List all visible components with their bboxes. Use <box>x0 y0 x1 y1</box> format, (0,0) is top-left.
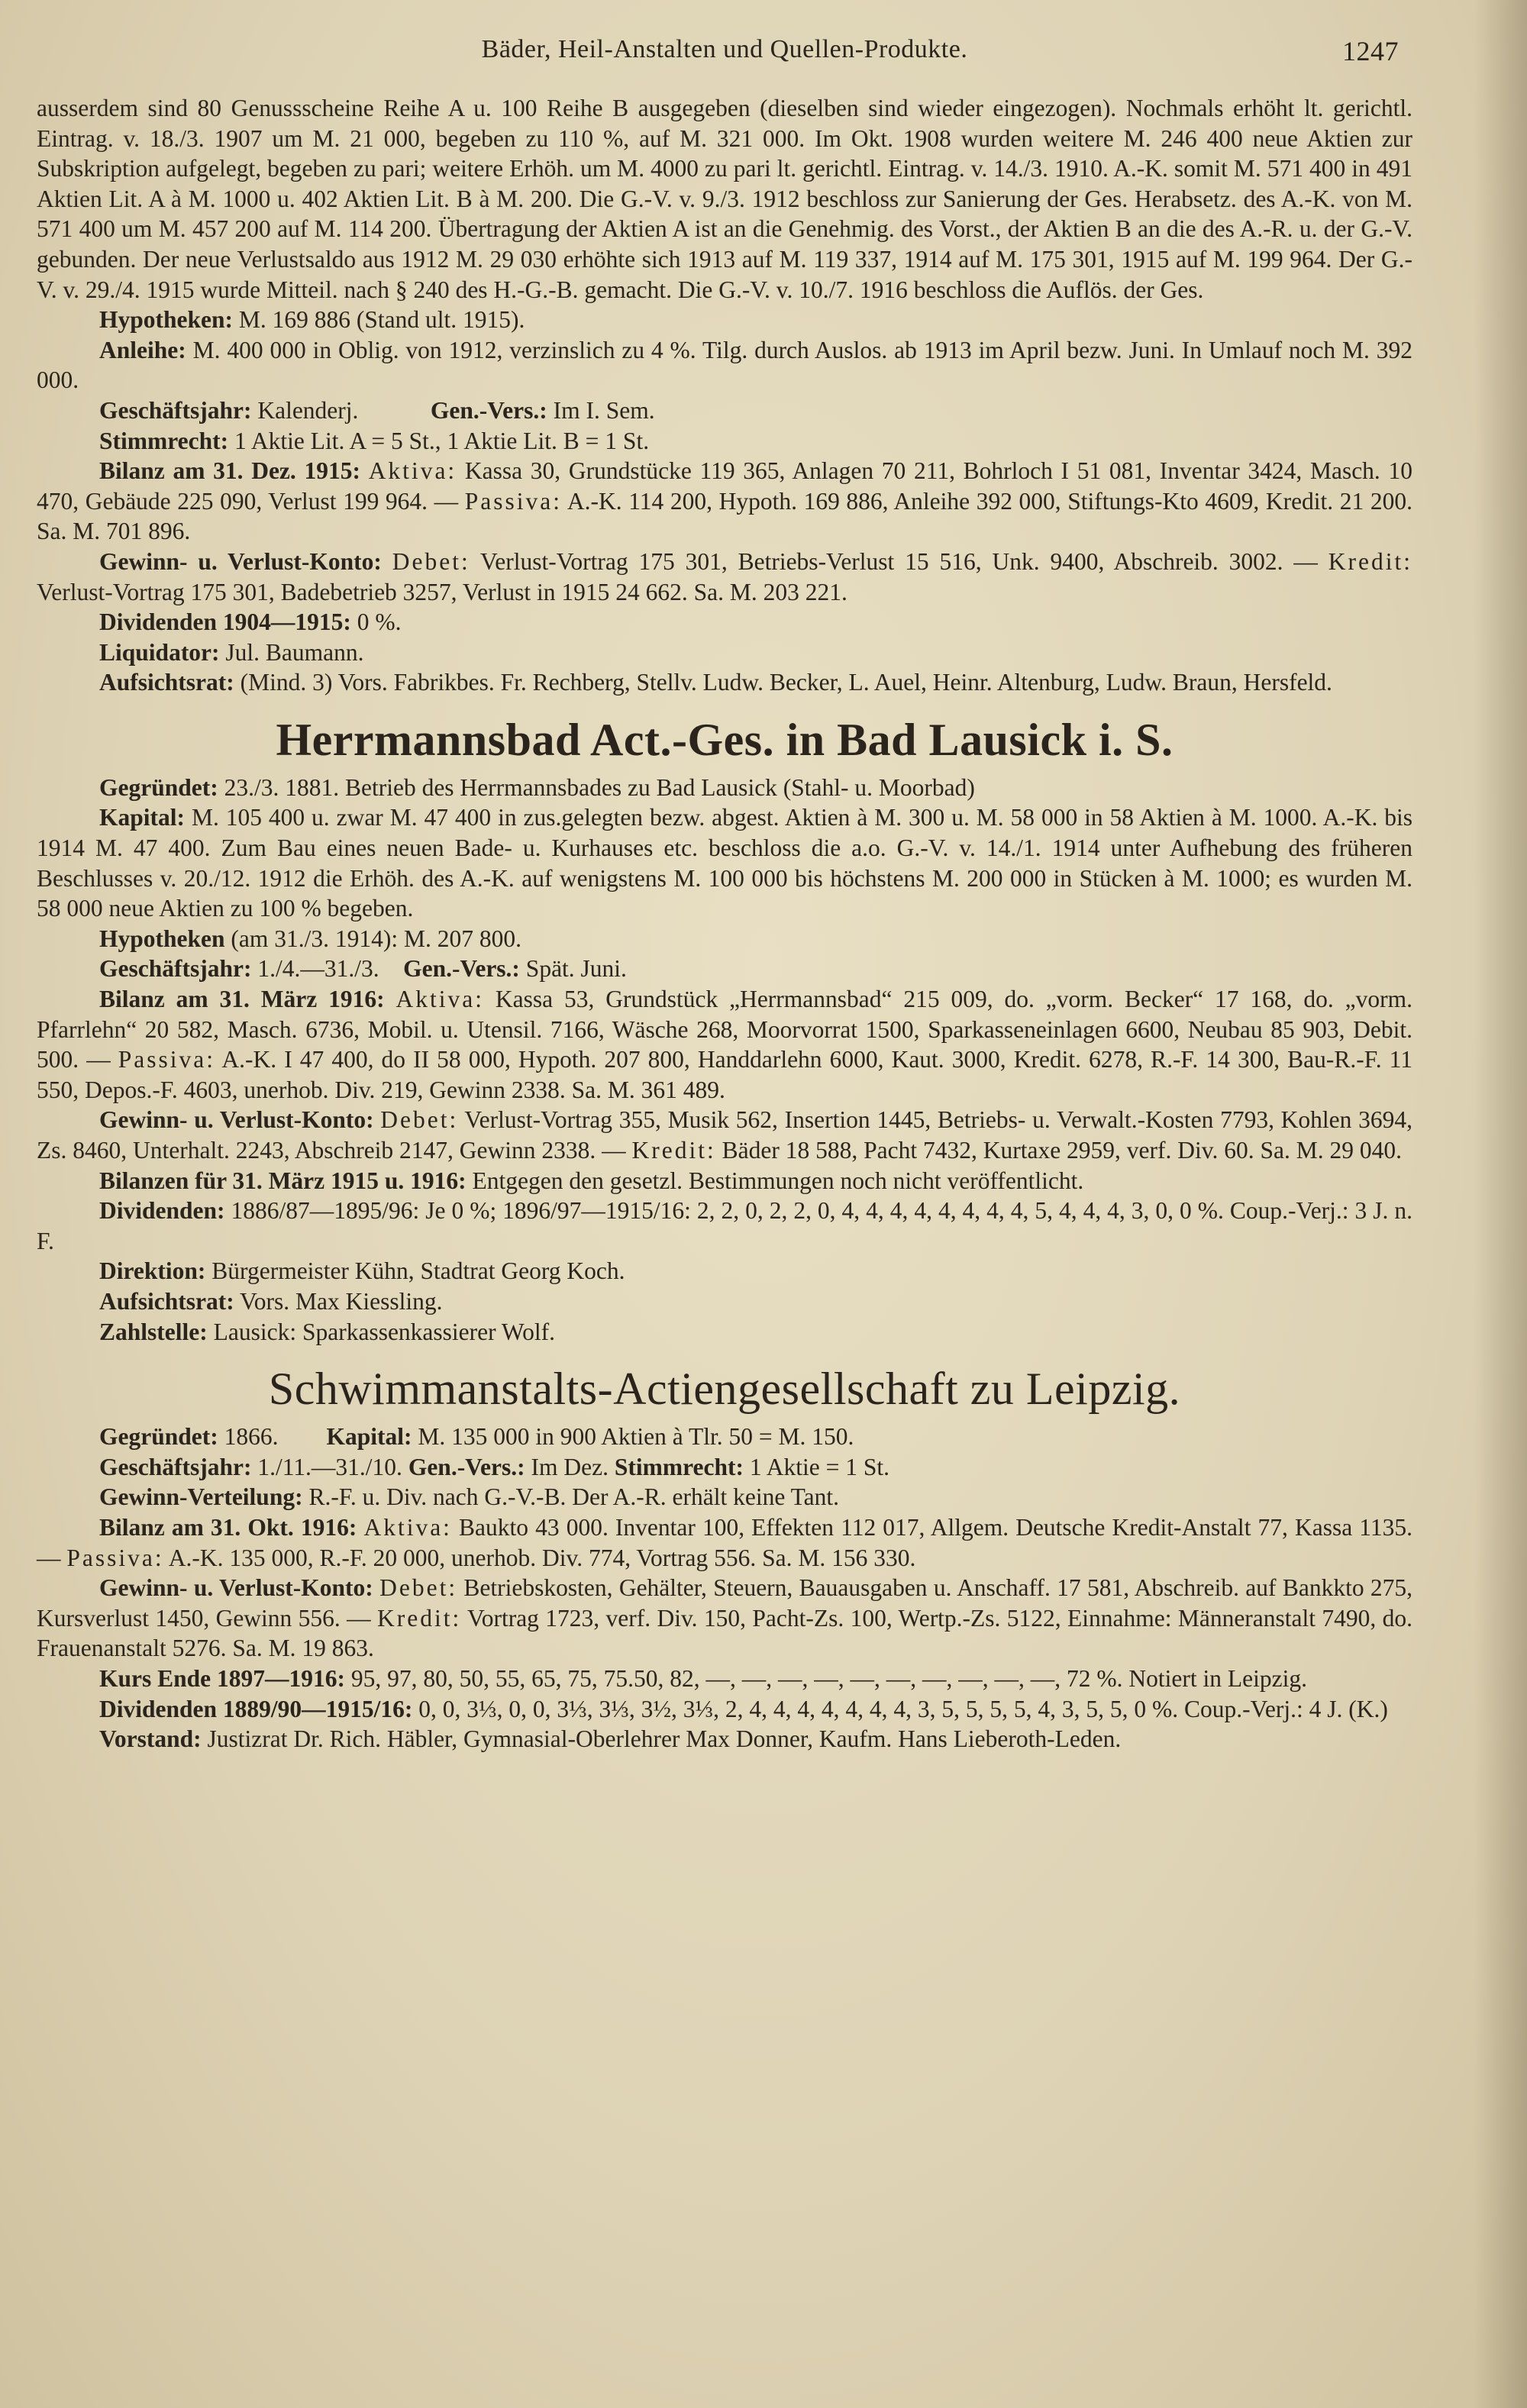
hb-bilanz <box>37 984 1412 1105</box>
sw-bilanz-aktiva-label: Aktiva: <box>363 1513 452 1541</box>
hb-bil2-label: Bilanzen für 31. März 1915 u. 1916: <box>99 1167 466 1194</box>
hb-bilanz-aktiva-label: Aktiva: <box>395 986 484 1013</box>
hb-ar-label: Aufsichtsrat: <box>99 1287 234 1315</box>
prev-gj-label: Geschäftsjahr: <box>99 396 252 424</box>
sw-gegr-text: 1866. <box>224 1423 279 1451</box>
sw-div-text: 0, 0, 3⅓, 0, 0, 3⅓, 3⅓, 3½, 3⅓, 2, 4, 4, 4, 4, 4, 4, 4, 3, 5, 5, 5, 5, 4, 3, 5, 5, 0 %. Coup.-Verj.: 4 J. (K.) <box>418 1695 1388 1722</box>
prev-bilanz-label: Bilanz am 31. Dez. 1915: <box>99 457 360 485</box>
hb-hypotheken <box>37 924 1412 954</box>
sw-kurs-label: Kurs Ende 1897—1916: <box>99 1664 346 1692</box>
prev-div-text: 0 %. <box>357 608 402 636</box>
hb-gj-label: Geschäftsjahr: <box>99 955 252 983</box>
prev-guv-debet-text: Verlust-Vortrag 175 301, Betriebs-Verlust 15 516, Unk. 9400, Abschreib. 3002. — <box>480 547 1318 575</box>
hb-guv-label: Gewinn- u. Verlust-Konto: <box>99 1106 374 1134</box>
prev-ar-text: (Mind. 3) Vors. Fabrikbes. Fr. Rechberg, Stellv. Ludw. Becker, L. Auel, Heinr. Altenburg, Ludw. Braun, Hersfeld. <box>240 669 1332 696</box>
hb-guv-kredit-text: Bäder 18 588, Pacht 7432, Kurtaxe 2959, verf. Div. 60. Sa. M. 29 040. <box>722 1137 1402 1164</box>
sw-vorstand <box>37 1724 1412 1754</box>
prev-bilanz-passiva-label: Passiva: <box>464 487 563 515</box>
hb-dividenden <box>37 1196 1412 1256</box>
sw-guv-debet-text: Betriebskosten, Gehälter, Steuern, Bauausgaben u. Anschaff. 17 581, Abschreib. auf Bankkto 275, Kursverlust 1450, Gewinn 556. — <box>37 1574 1413 1632</box>
hb-hyp-text: (am 31./3. 1914): M. 207 800. <box>231 925 522 952</box>
hb-zahlstelle <box>37 1317 1412 1348</box>
prev-capital-history: ausserdem sind 80 Genussscheine Reihe A u. 100 Reihe B ausgegeben (dieselben sind wieder eingezogen). Nochmals erhöht lt. gerichtl. Eintrag. v. 18./3. 1907 um M. 21 000, begeben zu 110 %, auf M. 321 000. Im Okt. 1908 wurden weitere M. 246 400 neue Aktien zur Subskription aufgelegt, begeben zu pari; weitere Erhöh. um M. 4000 zu pari lt. gerichtl. Eintrag. v. 14./3. 1910. A.-K. somit M. 571 400 in 491 Aktien Lit. A à M. 1000 u. 402 Aktien Lit. B à M. 200. Die G.-V. v. 9./3. 1912 beschloss zur Sanierung der Ges. Herabsetz. des A.-K. von M. 571 400 um M. 457 200 auf M. 114 200. Übertragung der Aktien A ist an die Genehmig. des Vorst., der Aktien B an die des A.-R. u. der G.-V. gebunden. Der neue Verlustsaldo aus 1912 M. 29 030 erhöhte sich 1913 auf M. 119 337, 1914 auf M. 175 301, 1915 auf M. 199 964. Der G.-V. v. 29./4. 1915 wurde Mitteil. nach § 240 des H.-G.-B. gemacht. Die G.-V. v. 10./7. 1916 beschloss die Auflös. der Ges. <box>37 95 1412 303</box>
prev-st-label: Stimmrecht: <box>99 427 229 454</box>
prev-anleihe <box>37 335 1412 395</box>
sw-gj-text: 1./11.—31./10. <box>257 1453 402 1480</box>
hb-direktion <box>37 1256 1412 1286</box>
prev-liq-text: Jul. Baumann. <box>225 638 364 666</box>
prev-bilanz <box>37 456 1412 547</box>
sw-guv-kredit-label: Kredit: <box>377 1604 462 1632</box>
prev-ar-label: Aufsichtsrat: <box>99 669 234 696</box>
sw-gegruendet <box>37 1422 1412 1452</box>
hb-geschaeftsjahr <box>37 954 1412 984</box>
hb-bilanz-aktiva-text: Kassa 53, Grundstück „Herrmannsbad“ 215 009, do. „vorm. Becker“ 17 168, do. „vorm. Pfarrlehn“ 20 582, Masch. 6736, Mobil. u. Utensil. 7166, Wäsche 268, Moorvorrat 1500, Sparkasseneinlagen 6600, Neubau 85 903, Debit. 500. — <box>37 986 1413 1073</box>
schwimmanstalt-section <box>37 1362 1412 1754</box>
hb-dir-text: Bürgermeister Kühn, Stadtrat Georg Koch. <box>211 1257 625 1285</box>
prev-stimmrecht <box>37 426 1412 457</box>
prev-guv <box>37 547 1412 607</box>
prev-anleihe-text: M. 400 000 in Oblig. von 1912, verzinslich zu 4 %. Tilg. durch Auslos. ab 1913 im April bezw. Juni. In Umlauf noch M. 392 000. <box>37 336 1413 394</box>
sw-gegr-label: Gegründet: <box>99 1423 218 1451</box>
hb-guv-debet-label: Debet: <box>380 1106 459 1134</box>
hb-gj-text: 1./4.—31./3. <box>257 955 379 983</box>
sw-st-text: 1 Aktie = 1 St. <box>749 1453 889 1480</box>
prev-gj-text: Kalenderj. <box>257 396 359 424</box>
hb-hyp-label: Hypotheken <box>99 925 225 952</box>
prev-aufsichtsrat <box>37 667 1412 698</box>
sw-kurs-text: 95, 97, 80, 50, 55, 65, 75, 75.50, 82, —, —, —, —, —, —, —, —, —, —, 72 %. Notiert in Leipzig. <box>350 1664 1307 1692</box>
sw-guv-label: Gewinn- u. Verlust-Konto: <box>99 1574 373 1602</box>
hb-bilanz-passiva-label: Passiva: <box>118 1046 216 1073</box>
hb-gegr-text: 23./3. 1881. Betrieb des Herrmannsbades zu Bad Lausick (Stahl- u. Moorbad) <box>224 773 975 801</box>
previous-company-section <box>37 93 1412 698</box>
herrmannsbad-heading: Herrmannsbad Act.-Ges. in Bad Lausick i. S. <box>276 714 1173 765</box>
page-number: 1247 <box>1342 36 1399 66</box>
sw-kap-label: Kapital: <box>326 1423 412 1451</box>
hb-dir-label: Direktion: <box>99 1257 206 1285</box>
hb-gv-text: Spät. Juni. <box>525 955 627 983</box>
sw-div-label: Dividenden 1889/90—1915/16: <box>99 1695 413 1722</box>
hb-guv-debet-text: Verlust-Vortrag 355, Musik 562, Insertion 1445, Betriebs- u. Verwalt.-Kosten 7793, Kohlen 3694, Zs. 8460, Unterhalt. 2243, Abschreib 2147, Gewinn 2338. — <box>37 1106 1412 1164</box>
hb-gegr-label: Gegründet: <box>99 773 218 801</box>
sw-kurs <box>37 1664 1412 1694</box>
prev-guv-label: Gewinn- u. Verlust-Konto: <box>99 547 382 575</box>
prev-div-label: Dividenden 1904—1915: <box>99 608 351 636</box>
hb-bil2-text: Entgegen den gesetzl. Bestimmungen noch nicht veröffentlicht. <box>472 1167 1084 1194</box>
hb-div-text: 1886/87—1895/96: Je 0 %; 1896/97—1915/16: 2, 2, 0, 2, 2, 0, 4, 4, 4, 4, 4, 4, 4, 4, 5, 4, 4, 4, 3, 0, 0 %. Coup.-Verj.: 3 J. n. F. <box>37 1197 1412 1254</box>
hb-gv-label: Gen.-Vers.: <box>403 955 520 983</box>
sw-st-label: Stimmrecht: <box>614 1453 744 1480</box>
sw-guv <box>37 1573 1412 1664</box>
prev-bilanz-passiva-text: A.-K. 114 200, Hypoth. 169 886, Anleihe 392 000, Stiftungs-Kto 4609, Kredit. 21 200. Sa. M. 701 896. <box>37 487 1412 545</box>
hb-kap-text: M. 105 400 u. zwar M. 47 400 in zus.gelegten bezw. abgest. Aktien à M. 300 u. M. 58 000 in 58 Aktien à M. 1000. A.-K. bis 1914 M. 47 400. Zum Bau eines neuen Bade- u. Kurhauses etc. beschloss die a.o. G.-V. v. 14./1. 1914 unter Aufhebung des früheren Beschlusses v. 20./12. 1912 die Erhöh. des A.-K. auf wenigstens M. 100 000 bis höchstens M. 200 000 in Stücken à M. 1000; es wurden M. 58 000 neue Aktien zu 100 % begeben. <box>37 804 1412 922</box>
hb-bilanzen <box>37 1166 1412 1196</box>
prev-gv-text: Im I. Sem. <box>553 396 655 424</box>
prev-st-text: 1 Aktie Lit. A = 5 St., 1 Aktie Lit. B = 1 St. <box>234 427 650 454</box>
sw-vor-label: Vorstand: <box>99 1725 202 1753</box>
sw-gvert-text: R.-F. u. Div. nach G.-V.-B. Der A.-R. erhält keine Tant. <box>308 1483 840 1511</box>
sw-gewinnverteilung <box>37 1482 1412 1512</box>
sw-vor-text: Justizrat Dr. Rich. Häbler, Gymnasial-Oberlehrer Max Donner, Kaufm. Hans Lieberoth-Leden. <box>207 1725 1122 1753</box>
sw-guv-debet-label: Debet: <box>379 1574 458 1602</box>
hb-zahl-text: Lausick: Sparkassenkassierer Wolf. <box>213 1318 556 1345</box>
hb-gegruendet <box>37 773 1412 803</box>
sw-bilanz-passiva-text: A.-K. 135 000, R.-F. 20 000, unerhob. Div. 774, Vortrag 556. Sa. M. 156 330. <box>168 1544 916 1571</box>
sw-gv-label: Gen.-Vers.: <box>408 1453 525 1480</box>
prev-hypotheken-label: Hypotheken: <box>99 306 234 334</box>
prev-geschaeftsjahr <box>37 395 1412 426</box>
sw-gv-text: Im Dez. <box>531 1453 609 1480</box>
schwimmanstalt-heading: Schwimmanstalts-Actiengesellschaft zu Leipzig. <box>268 1364 1181 1415</box>
herrmannsbad-section <box>37 713 1412 1347</box>
page-header <box>37 31 1412 76</box>
hb-bilanz-label: Bilanz am 31. März 1916: <box>99 986 385 1013</box>
prev-liquidator <box>37 638 1412 668</box>
prev-hypotheken-text: M. 169 886 (Stand ult. 1915). <box>238 306 525 334</box>
sw-bilanz <box>37 1512 1412 1573</box>
prev-guv-kredit-label: Kredit: <box>1328 547 1412 575</box>
prev-liq-label: Liquidator: <box>99 638 220 666</box>
prev-hypotheken <box>37 305 1412 335</box>
hb-ar-text: Vors. Max Kiessling. <box>240 1287 443 1315</box>
prev-guv-debet-label: Debet: <box>392 547 470 575</box>
sw-bilanz-label: Bilanz am 31. Okt. 1916: <box>99 1513 357 1541</box>
prev-guv-kredit-text: Verlust-Vortrag 175 301, Badebetrieb 3257, Verlust in 1915 24 662. Sa. M. 203 221. <box>37 578 847 605</box>
hb-zahl-label: Zahlstelle: <box>99 1318 208 1345</box>
hb-bilanz-passiva-text: A.-K. I 47 400, do II 58 000, Hypoth. 207 800, Handdarlehn 6000, Kaut. 3000, Kredit. 6278, R.-F. 14 300, Bau-R.-F. 11 550, Depos.-F. 4603, unerhob. Div. 219, Gewinn 2338. Sa. M. 361 489. <box>37 1046 1413 1103</box>
prev-bilanz-aktiva-text: Kassa 30, Grundstücke 119 365, Anlagen 70 211, Bohrloch I 51 081, Inventar 3424, Masch. 10 470, Gebäude 225 090, Verlust 199 964. — <box>37 457 1413 515</box>
sw-gvert-label: Gewinn-Verteilung: <box>99 1483 303 1511</box>
sw-geschaeftsjahr <box>37 1452 1412 1483</box>
prev-gv-label: Gen.-Vers.: <box>430 396 547 424</box>
sw-bilanz-aktiva-text: Baukto 43 000. Inventar 100, Effekten 112 017, Allgem. Deutsche Kredit-Anstalt 77, Kassa 1135. — <box>37 1513 1413 1571</box>
hb-kapital <box>37 802 1412 923</box>
hb-aufsichtsrat <box>37 1286 1412 1317</box>
hb-guv <box>37 1105 1412 1165</box>
hb-div-label: Dividenden: <box>99 1197 225 1225</box>
sw-guv-kredit-text: Vortrag 1723, verf. Div. 150, Pacht-Zs. 100, Wertp.-Zs. 5122, Einnahme: Männeranstalt 7490, do. Frauenanstalt 5276. Sa. M. 19 863. <box>37 1604 1412 1662</box>
prev-anleihe-label: Anleihe: <box>99 336 186 363</box>
sw-bilanz-passiva-label: Passiva: <box>66 1544 164 1571</box>
hb-kap-label: Kapital: <box>99 804 186 831</box>
sw-gj-label: Geschäftsjahr: <box>99 1453 252 1480</box>
running-title: Bäder, Heil-Anstalten und Quellen-Produkte. <box>481 35 968 63</box>
prev-bilanz-aktiva-label: Aktiva: <box>368 457 457 485</box>
hb-guv-kredit-label: Kredit: <box>631 1137 716 1164</box>
prev-dividenden <box>37 607 1412 638</box>
sw-kap-text: M. 135 000 in 900 Aktien à Tlr. 50 = M. 150. <box>418 1423 854 1451</box>
sw-dividenden <box>37 1694 1412 1725</box>
